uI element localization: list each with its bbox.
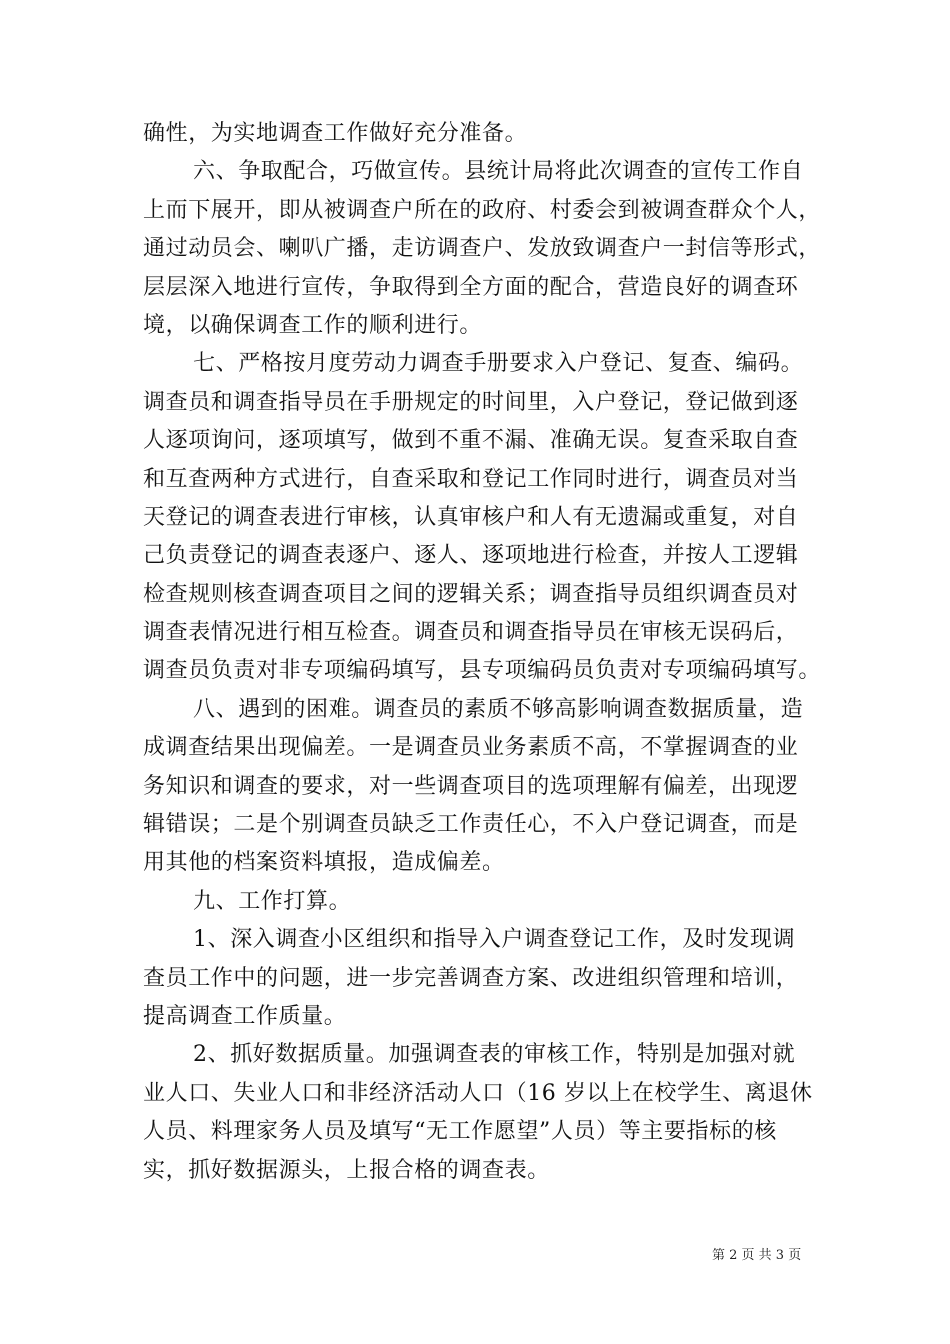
plan-item-two-line: 2、抓好数据质量。加强调查表的审核工作，特别是加强对就: [193, 1042, 796, 1068]
text-line: 查员工作中的问题，进一步完善调查方案、改进组织管理和培训，: [143, 965, 799, 991]
paragraph-eight-line: 八、遇到的困难。调查员的素质不够高影响调查数据质量，造: [193, 696, 804, 722]
text-line: 务知识和调查的要求，对一些调查项目的选项理解有偏差，出现逻: [143, 773, 799, 799]
text-line: 上而下展开，即从被调查户所在的政府、村委会到被调查群众个人，: [143, 197, 822, 223]
text-line: 层层深入地进行宣传，争取得到全方面的配合，营造良好的调查环: [143, 274, 799, 300]
paragraph-nine-heading: 九、工作打算。: [193, 888, 352, 914]
text-line: 提高调查工作质量。: [143, 1003, 347, 1029]
document-body: [143, 115, 822, 1190]
text-line: 天登记的调查表进行审核，认真审核户和人有无遗漏或重复，对自: [143, 504, 799, 530]
text-line: 检查规则核查调查项目之间的逻辑关系；调查指导员组织调查员对: [143, 581, 799, 607]
text-line: 和互查两种方式进行，自查采取和登记工作同时进行，调查员对当: [143, 466, 799, 492]
paragraph-seven-line: 七、严格按月度劳动力调查手册要求入户登记、复查、编码。: [193, 351, 804, 377]
text-line: 调查表情况进行相互检查。调查员和调查指导员在审核无误码后，: [143, 620, 799, 646]
page-number: 第 2 页 共 3 页: [712, 1248, 802, 1263]
text-line: 用其他的档案资料填报，造成偏差。: [143, 850, 505, 876]
text-line: 成调查结果出现偏差。一是调查员业务素质不高，不掌握调查的业: [143, 735, 799, 761]
text-line: 境，以确保调查工作的顺利进行。: [143, 312, 483, 338]
text-line: 实，抓好数据源头，上报合格的调查表。: [143, 1157, 550, 1183]
text-line: 辑错误；二是个别调查员缺乏工作责任心，不入户登记调查，而是: [143, 812, 799, 838]
text-line: 业人口、失业人口和非经济活动人口（16 岁以上在校学生、离退休: [143, 1080, 813, 1106]
text-line: 调查员和调查指导员在手册规定的时间里，入户登记，登记做到逐: [143, 389, 799, 415]
text-line: 调查员负责对非专项编码填写，县专项编码员负责对专项编码填写。: [143, 658, 822, 684]
plan-item-one-line: 1、深入调查小区组织和指导入户调查登记工作，及时发现调: [193, 927, 796, 953]
paragraph-six-line: 六、争取配合，巧做宣传。县统计局将此次调查的宣传工作自: [193, 159, 804, 185]
text-line: 人逐项询问，逐项填写，做到不重不漏、准确无误。复查采取自查: [143, 428, 799, 454]
text-line: 己负责登记的调查表逐户、逐人、逐项地进行检查，并按人工逻辑: [143, 543, 799, 569]
text-line: 人员、料理家务人员及填写“无工作愿望”人员）等主要指标的核: [143, 1119, 777, 1145]
text-line: 通过动员会、喇叭广播，走访调查户、发放致调查户一封信等形式，: [143, 236, 822, 262]
text-line: 确性，为实地调查工作做好充分准备。: [143, 121, 528, 146]
